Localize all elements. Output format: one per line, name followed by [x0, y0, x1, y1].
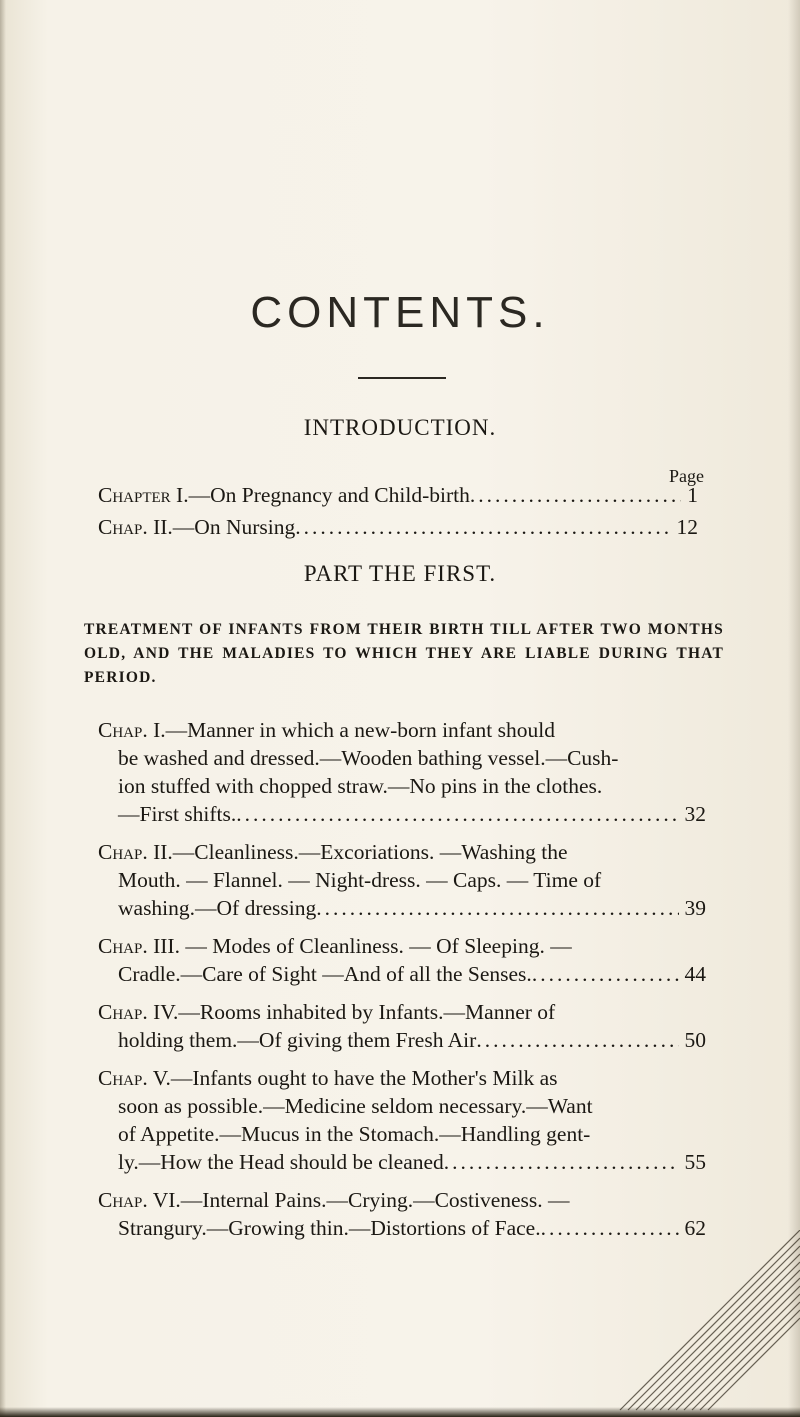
chapter-label: Chap. I.: [98, 718, 166, 742]
chapter-line: washing.—Of dressing: [118, 896, 317, 920]
page-number: 44: [684, 962, 706, 986]
page-number: 62: [684, 1216, 706, 1240]
toc-entry: [98, 483, 698, 508]
chapter-line: ion stuffed with chopped straw.—No pins in the clothes.: [118, 774, 603, 798]
page-bottom-edge: [0, 1407, 800, 1417]
chapter-line: soon as possible.—Medicine seldom necessary.—Want: [118, 1094, 593, 1118]
chapter-line: ly.—How the Head should be cleaned: [118, 1150, 444, 1174]
chapter-line: —Manner in which a new-born infant should: [165, 718, 555, 742]
heading-rule: [358, 377, 446, 379]
chapter-label: Chap. VI.: [98, 1188, 181, 1212]
chapter-line: be washed and dressed.—Wooden bathing vessel.—Cush-: [118, 746, 619, 770]
chapter-line: —Infants ought to have the Mother's Milk as: [170, 1066, 558, 1090]
chapter-line: Cradle.—Care of Sight —And of all the Senses.: [118, 962, 532, 986]
page-edge-shadow: [788, 0, 800, 1417]
chapter-line: Mouth. — Flannel. — Night-dress. — Caps. — Time of: [118, 868, 602, 892]
chapter-label: Chap. II.: [98, 840, 173, 864]
chapter-title: —On Nursing: [172, 515, 296, 539]
chapter-label: Chap. V.: [98, 1066, 171, 1090]
toc-entry: [98, 998, 706, 1054]
leader-dots: [470, 483, 681, 508]
toc-entry: [98, 932, 706, 988]
page-number: 1: [687, 483, 698, 507]
toc-entry: [98, 515, 698, 540]
chapter-line: —Internal Pains.—Crying.—Costiveness. —: [180, 1188, 570, 1212]
page-number: 39: [684, 896, 706, 920]
page-stack-edge: [560, 1230, 800, 1417]
chapter-line: of Appetite.—Mucus in the Stomach.—Handling gent-: [118, 1122, 591, 1146]
toc-entry: [98, 716, 706, 828]
page-binding-shadow: [0, 0, 6, 1417]
contents-heading: CONTENTS.: [250, 288, 550, 337]
leader-dots: [444, 1148, 679, 1176]
toc-entry: [98, 1064, 706, 1176]
leader-dots: [236, 800, 678, 828]
chapter-line: —Cleanliness.—Excoriations. —Washing the: [172, 840, 568, 864]
chapter-line: Strangury.—Growing thin.—Distortions of Face.: [118, 1216, 541, 1240]
chapter-label: Chap. II.: [98, 515, 173, 539]
chapter-label: Chap. IV.: [98, 1000, 179, 1024]
chapter-label: Chapter I.: [98, 483, 189, 507]
part-one-description: TREATMENT OF INFANTS FROM THEIR BIRTH TILL AFTER TWO MONTHS OLD, AND THE MALADIES TO WHICH THEY ARE LIABLE DURING THAT PERIOD.: [84, 621, 724, 686]
introduction-title: INTRODUCTION.: [303, 415, 497, 440]
leader-dots: [295, 515, 670, 540]
page-number: 55: [684, 1150, 706, 1174]
chapter-title: —On Pregnancy and Child-birth: [188, 483, 470, 507]
chapter-line: — Modes of Cleanliness. — Of Sleeping. —: [179, 934, 572, 958]
page-number: 32: [684, 802, 706, 826]
toc-entry: [98, 838, 706, 922]
leader-dots: [476, 1026, 678, 1054]
leader-dots: [532, 960, 679, 988]
page-number: 12: [676, 515, 698, 539]
page-number: 50: [684, 1028, 706, 1052]
page-column-label: Page: [669, 466, 704, 486]
chapter-line: —First shifts.: [118, 802, 237, 826]
chapter-line: —Rooms inhabited by Infants.—Manner of: [178, 1000, 556, 1024]
leader-dots: [316, 894, 678, 922]
part-one-title: PART THE FIRST.: [303, 561, 497, 586]
chapter-line: holding them.—Of giving them Fresh Air: [118, 1028, 477, 1052]
chapter-label: Chap. III.: [98, 934, 180, 958]
